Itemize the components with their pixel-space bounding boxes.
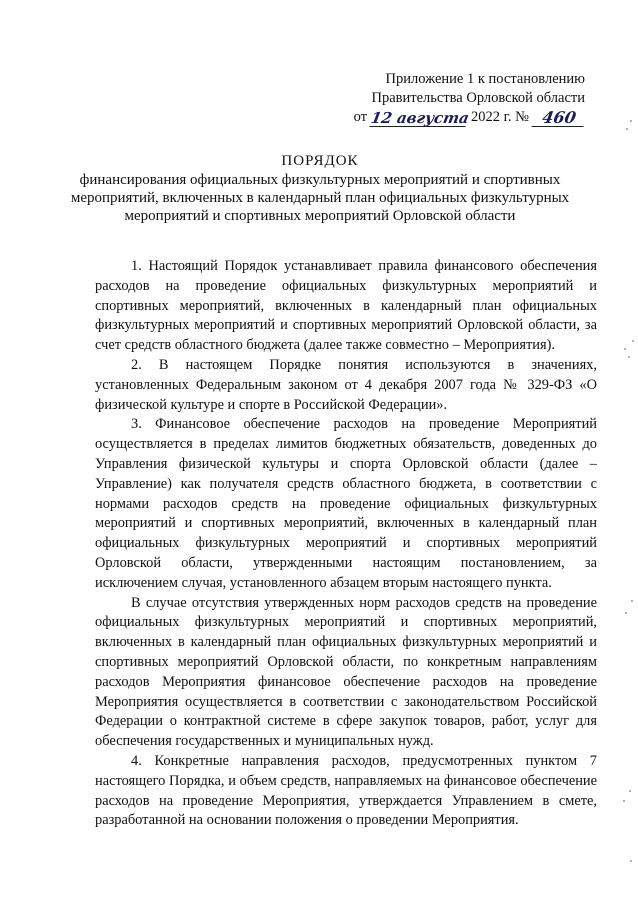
scan-margin-noise	[616, 0, 638, 905]
paragraph-3-second: В случае отсутствия утвержденных норм расходов средств на проведение официальных физкультурных мероприятий и спортивных мероприятий, включенных в календарный план официальных физкультурных мероприятий и спортивных мероприятий Орловской области, по конкретным направлениям расходов Мероприятия финансовое обеспечение расходов на проведение Мероприятия осуществляется в соответствии с законодательством Российской Федерации о контрактной системе в сфере закупок товаров, работ, услуг для обеспечения государственных и муниципальных нужд.	[95, 594, 597, 750]
annex-line-1: Приложение 1 к постановлению	[385, 71, 585, 87]
handwritten-date: 12 августа	[369, 109, 471, 127]
paragraph-1: 1. Настоящий Порядок устанавливает правила финансового обеспечения расходов на проведение официальных физкультурных мероприятий и спортивных мероприятий, включенных в календарный план официальных физкультурных мероприятий и спортивных мероприятий Орловской области, за счет средств областного бюджета (далее также совместно – Мероприятия).	[95, 258, 597, 354]
document-title	[60, 152, 580, 225]
paragraph-4: 4. Конкретные направления расходов, предусмотренных пунктом 7 настоящего Порядка, и объем средств, направляемых на финансовое обеспечение расходов на проведение Мероприятия, утверждается Управлением в смете, разработанной на основании положения о проведении Мероприятия.	[95, 752, 597, 829]
annex-date-line	[340, 108, 585, 127]
paragraph-3: 3. Финансовое обеспечение расходов на проведение Мероприятий осуществляется в пределах лимитов бюджетных обязательств, доведенных до Управления физической культуры и спорта Орловской области (далее – Управление) как получателя средств областного бюджета, в соответствии с нормами расходов средств на проведение официальных физкультурных мероприятий и спортивных мероприятий, включенных в календарный план официальных физкультурных мероприятий и спортивных мероприятий Орловской области, утвержденными настоящим постановлением, за исключением случая, установленного абзацем вторым настоящего пункта.	[95, 416, 597, 591]
annex-from-prefix: от	[353, 109, 367, 125]
paragraph-2: 2. В настоящем Порядке понятия используются в значениях, установленных Федеральным законом от 4 декабря 2007 года № 329-ФЗ «О физической культуре и спорте в Российской Федерации».	[95, 356, 597, 413]
annex-line-2: Правительства Орловской области	[371, 90, 585, 106]
annex-header	[340, 70, 585, 127]
title-main: ПОРЯДОК	[281, 153, 359, 169]
handwritten-number: 460	[532, 110, 587, 127]
annex-year-number-label: 2022 г. №	[470, 109, 529, 125]
title-subtitle: финансирования официальных физкультурных мероприятий и спортивных мероприятий, включенных в календарный план официальных физкультурных мероприятий и спортивных мероприятий Орловской области	[70, 172, 570, 224]
document-body	[95, 257, 597, 831]
